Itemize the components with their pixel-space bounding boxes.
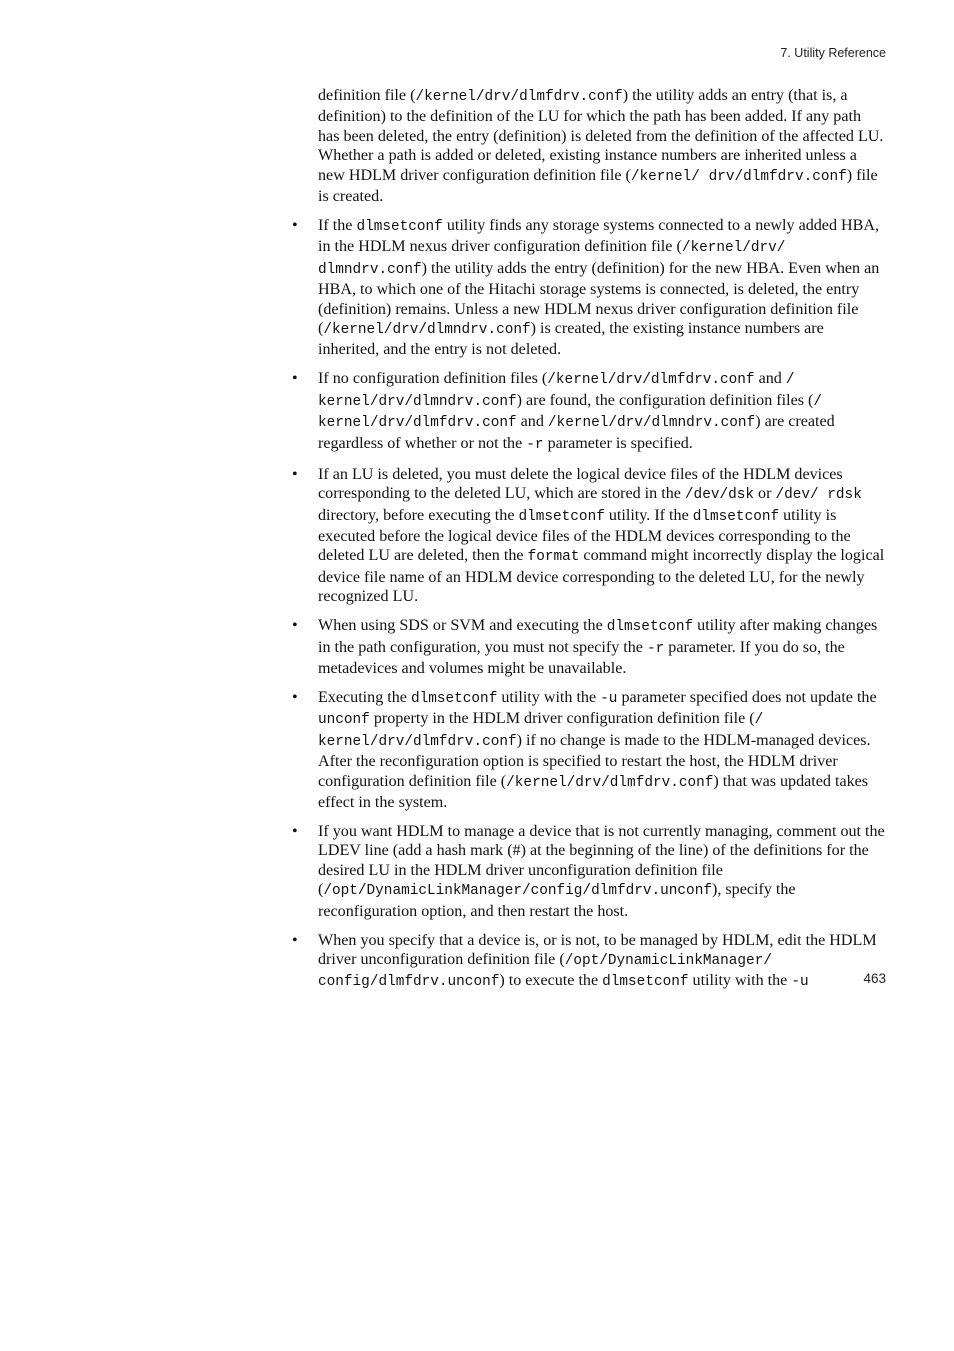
text-run: When using SDS or SVM and executing the <box>318 617 607 635</box>
text-run: utility finds any storage systems connected to a newly added HBA, in the HDLM nexus driver configuration definition file ( <box>318 217 880 256</box>
text-run: utility after making changes in the path configuration, you must not specify the <box>318 617 878 656</box>
text-run: ) the utility adds the entry (definition) for the new HBA. Even when an HBA, to which one of the Hitachi storage systems is connected, is deleted, the entry (definition) remains. Unless a new HDLM nexus driver configuration definition file ( <box>318 259 880 338</box>
bullet-icon: • <box>292 688 298 706</box>
body-text <box>292 86 886 1002</box>
inline-code: /kernel/drv/dlmfdrv.conf <box>415 89 623 105</box>
inline-code: dlmsetconf <box>356 219 443 236</box>
running-header: 7. Utility Reference <box>780 46 886 60</box>
inline-code: / kernel/drv/dlmfdrv.conf <box>318 393 823 432</box>
inline-code: -u <box>791 974 809 991</box>
inline-code: unconf <box>318 712 370 729</box>
text-run: directory, before executing the <box>318 506 519 524</box>
text-run: and <box>754 370 786 388</box>
bullet-icon: • <box>292 931 298 949</box>
text-run: utility is executed before the logical device files of the HDLM devices corresponding to the deleted LU are deleted, then the <box>318 506 851 565</box>
inline-code: /kernel/drv/dlmndrv.conf <box>323 322 531 339</box>
text-run: If no configuration definition files ( <box>318 370 548 388</box>
inline-code: /dev/dsk <box>684 487 755 504</box>
text-run: parameter. If you do so, the metadevices and volumes might be unavailable. <box>318 638 845 677</box>
inline-code: dlmsetconf <box>692 508 780 525</box>
inline-code: /kernel/drv/dlmndrv.conf <box>547 415 756 432</box>
text-run: If the <box>318 217 357 235</box>
inline-code: dlmsetconf <box>602 974 689 991</box>
inline-code: /kernel/drv/dlmfdrv.conf <box>547 372 755 389</box>
inline-code: dlmsetconf <box>606 619 694 636</box>
text-run: parameter specified does not update the <box>617 688 877 706</box>
text-run: ) the utility adds an entry (that is, a definition) to the definition of the LU for which the path has been added. If any path has been deleted, the entry (definition) is deleted from the definition of the affected LU. Whether a path is added or deleted, existing instance numbers are inherited unless a new HDLM driver configuration definition file ( <box>318 87 884 184</box>
bullet-item <box>292 369 886 455</box>
text-run: ) file is created. <box>318 166 878 206</box>
text-run: If you want HDLM to manage a device that is not currently managing, comment out the LDEV line (add a hash mark (#) at the beginning of the line) of the definitions for the desired LU in the HDLM driver unconfiguration definition file ( <box>318 822 885 899</box>
text-run: When you specify that a device is, or is not, to be managed by HDLM, edit the HDLM driver unconfiguration definition file ( <box>318 931 877 968</box>
bullet-item <box>292 465 886 607</box>
bullet-item <box>292 931 886 993</box>
text-run: ) is created, the existing instance numbers are inherited, and the entry is not deleted. <box>318 320 824 359</box>
inline-code: / kernel/drv/dlmndrv.conf <box>318 372 795 410</box>
text-run: Executing the <box>318 688 411 706</box>
inline-code: dlmsetconf <box>518 508 605 525</box>
text-run: command might incorrectly display the logical device file name of an HDLM device corresponding to the deleted LU, for the newly recognized LU. <box>318 547 885 606</box>
inline-code: format <box>527 549 580 566</box>
text-run: utility with the <box>497 688 601 706</box>
text-run: ), specify the reconfiguration option, and then restart the host. <box>318 881 796 920</box>
bullet-item <box>292 688 886 812</box>
text-run: and <box>516 413 548 431</box>
bullet-icon: • <box>292 465 298 483</box>
text-run: ) if no change is made to the HDLM-managed devices. After the reconfiguration option is specified to restart the host, the HDLM driver configuration definition file ( <box>318 731 871 790</box>
bullet-list <box>292 216 886 993</box>
intro-paragraph <box>318 86 886 206</box>
bullet-icon: • <box>292 617 298 635</box>
inline-code: / kernel/drv/dlmfdrv.conf <box>318 712 764 750</box>
page-number: 463 <box>863 971 886 986</box>
inline-code: -r <box>646 640 665 657</box>
inline-code: /kernel/drv/ dlmndrv.conf <box>318 240 786 278</box>
text-run: or <box>754 485 776 503</box>
bullet-item <box>292 822 886 921</box>
text-run: utility. If the <box>604 506 693 524</box>
text-run: ) are created regardless of whether or not the <box>318 413 835 452</box>
text-run: utility with the <box>688 972 792 990</box>
text-run: ) to execute the <box>499 972 603 990</box>
text-run: If an LU is deleted, you must delete the logical device files of the HDLM devices corresponding to the deleted LU, which are stored in the <box>318 465 843 503</box>
inline-code: -r <box>526 436 544 453</box>
bullet-item <box>292 216 886 360</box>
inline-code: /opt/DynamicLinkManager/ config/dlmfdrv.unconf <box>318 953 772 991</box>
inline-code: /dev/ rdsk <box>775 487 862 504</box>
text-run: definition file ( <box>318 87 416 104</box>
text-run: ) that was updated takes effect in the system. <box>318 772 869 811</box>
bullet-icon: • <box>292 370 298 388</box>
inline-code: /kernel/ drv/dlmfdrv.conf <box>630 168 847 185</box>
bullet-item <box>292 616 886 678</box>
text-run: parameter is specified. <box>543 434 693 452</box>
inline-code: /opt/DynamicLinkManager/config/dlmfdrv.unconf <box>323 883 712 900</box>
inline-code: /kernel/drv/dlmfdrv.conf <box>506 774 714 791</box>
bullet-icon: • <box>292 217 298 235</box>
text-run: property in the HDLM driver configuration definition file ( <box>369 710 755 728</box>
inline-code: -u <box>600 690 618 707</box>
text-run: ) are found, the configuration definition files ( <box>516 391 814 409</box>
bullet-icon: • <box>292 822 298 840</box>
inline-code: dlmsetconf <box>410 690 498 707</box>
